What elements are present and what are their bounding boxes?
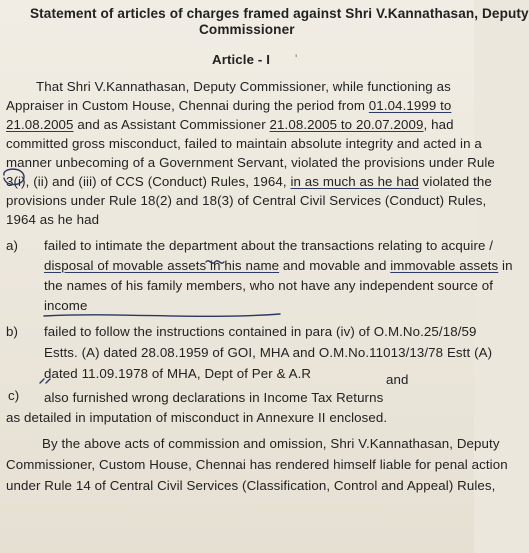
item-a-line-4: income [44,298,88,313]
squiggle-mark [206,261,224,263]
closing-line-3: under Rule 14 of Central Civil Services (Classification, Control and Appeal) Rules, [6,478,496,493]
document-heading-line-2: Commissioner [199,22,295,37]
circle-mark [4,169,24,184]
item-a-line-2-tail: in [498,258,513,273]
intro-line-5: manner unbecoming of a Government Servant, violated the provisions under Rule [6,155,495,170]
intro-line-8: 1964 as he had [6,212,100,227]
intro-period-end: 21.08.2005 [6,117,74,132]
item-a-immovable-assets: immovable assets [390,258,499,273]
underline-stroke [44,314,280,316]
item-a-label: a) [6,238,19,253]
item-b-label: b) [6,324,19,339]
closing-line-2: Commissioner, Custom House, Chennai has rendered himself liable for penal action [6,457,508,472]
item-b-and: and [386,372,409,387]
item-a-line-3: the names of his family members, who not have any independent source of [44,278,494,293]
item-c-line-1: also furnished wrong declarations in Income Tax Returns [44,390,384,405]
intro-line-7: provisions under Rule 18(2) and 18(3) of Central Civil Services (Conduct) Rules, [6,193,487,208]
intro-inasmuch: in as much as he had [290,174,419,189]
tick-mark [40,379,50,383]
item-a-line-2-mid: and movable and [279,258,391,273]
intro-line-4: committed gross misconduct, failed to maintain absolute integrity and acted in a [6,136,482,151]
document-heading-line-1: Statement of articles of charges framed against Shri V.Kannathasan, Deputy [30,6,529,21]
stray-mark: ' [295,52,298,66]
item-c-label: c) [8,388,20,403]
item-b-line-3: dated 11.09.1978 of MHA, Dept of Per & A.R [44,366,312,381]
intro-line-3-tail: , had [423,117,454,132]
article-title: Article - I [212,52,270,67]
intro-line-2-text: Appraiser in Custom House, Chennai during the period from [6,98,369,113]
intro-line-6-tail: violated the [418,174,492,189]
intro-ac-period: 21.08.2005 to 20.07.2009 [269,117,424,132]
item-c-line-2: as detailed in imputation of misconduct in Annexure II enclosed. [6,410,388,425]
closing-line-1: By the above acts of commission and omission, Shri V.Kannathasan, Deputy [42,436,500,451]
intro-line-6-text: 3(i), (ii) and (iii) of CCS (Conduct) Rules, 1964, [6,174,291,189]
intro-line-1: That Shri V.Kannathasan, Deputy Commissioner, while functioning as [36,79,451,94]
intro-period-start: 01.04.1999 to [368,98,452,113]
intro-line-3-text: and as Assistant Commissioner [73,117,270,132]
item-b-line-1: failed to follow the instructions contained in para (iv) of O.M.No.25/18/59 [44,324,477,339]
item-a-line-1: failed to intimate the department about the transactions relating to acquire / [44,238,494,253]
item-b-line-2: Estts. (A) dated 28.08.1959 of GOI, MHA and O.M.No.11013/13/78 Estt (A) [44,345,493,360]
item-a-movable-assets: disposal of movable assets in his name [44,258,280,273]
